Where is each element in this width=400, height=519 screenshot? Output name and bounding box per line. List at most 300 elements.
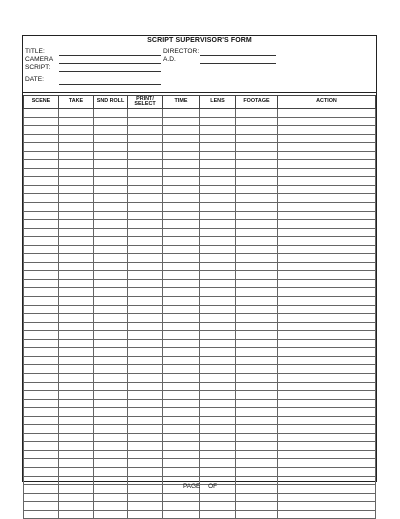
table-cell[interactable]: [200, 211, 236, 220]
table-cell[interactable]: [278, 373, 376, 382]
table-cell[interactable]: [94, 211, 128, 220]
table-cell[interactable]: [236, 502, 278, 511]
table-cell[interactable]: [24, 425, 59, 434]
table-cell[interactable]: [24, 382, 59, 391]
table-cell[interactable]: [236, 271, 278, 280]
table-cell[interactable]: [200, 168, 236, 177]
table-cell[interactable]: [200, 126, 236, 135]
table-cell[interactable]: [236, 450, 278, 459]
table-cell[interactable]: [163, 220, 200, 229]
table-cell[interactable]: [128, 382, 163, 391]
director-field[interactable]: [200, 55, 276, 56]
table-cell[interactable]: [163, 109, 200, 118]
table-cell[interactable]: [236, 245, 278, 254]
table-cell[interactable]: [163, 271, 200, 280]
table-cell[interactable]: [200, 203, 236, 212]
table-cell[interactable]: [128, 399, 163, 408]
table-cell[interactable]: [236, 391, 278, 400]
date-field[interactable]: [59, 84, 161, 85]
table-cell[interactable]: [236, 322, 278, 331]
table-cell[interactable]: [278, 254, 376, 263]
table-cell[interactable]: [236, 211, 278, 220]
table-cell[interactable]: [200, 134, 236, 143]
table-cell[interactable]: [236, 297, 278, 306]
table-cell[interactable]: [163, 408, 200, 417]
table-cell[interactable]: [24, 502, 59, 511]
table-cell[interactable]: [128, 271, 163, 280]
table-cell[interactable]: [128, 493, 163, 502]
table-cell[interactable]: [236, 348, 278, 357]
table-cell[interactable]: [236, 288, 278, 297]
table-cell[interactable]: [163, 151, 200, 160]
table-cell[interactable]: [24, 297, 59, 306]
table-cell[interactable]: [200, 143, 236, 152]
table-cell[interactable]: [236, 194, 278, 203]
table-cell[interactable]: [236, 177, 278, 186]
table-cell[interactable]: [236, 416, 278, 425]
table-cell[interactable]: [94, 467, 128, 476]
table-cell[interactable]: [236, 185, 278, 194]
table-cell[interactable]: [236, 151, 278, 160]
table-cell[interactable]: [128, 348, 163, 357]
table-cell[interactable]: [128, 416, 163, 425]
table-cell[interactable]: [278, 510, 376, 519]
table-cell[interactable]: [163, 245, 200, 254]
table-cell[interactable]: [236, 331, 278, 340]
table-cell[interactable]: [24, 237, 59, 246]
table-cell[interactable]: [24, 314, 59, 323]
table-cell[interactable]: [236, 365, 278, 374]
table-cell[interactable]: [59, 134, 94, 143]
table-cell[interactable]: [163, 211, 200, 220]
table-cell[interactable]: [128, 459, 163, 468]
table-cell[interactable]: [278, 442, 376, 451]
table-cell[interactable]: [278, 109, 376, 118]
table-cell[interactable]: [59, 305, 94, 314]
table-cell[interactable]: [128, 143, 163, 152]
table-cell[interactable]: [128, 467, 163, 476]
table-cell[interactable]: [94, 160, 128, 169]
table-cell[interactable]: [236, 493, 278, 502]
table-cell[interactable]: [59, 237, 94, 246]
table-cell[interactable]: [128, 262, 163, 271]
table-cell[interactable]: [128, 228, 163, 237]
table-cell[interactable]: [278, 348, 376, 357]
table-cell[interactable]: [200, 493, 236, 502]
table-cell[interactable]: [236, 203, 278, 212]
table-cell[interactable]: [94, 365, 128, 374]
table-cell[interactable]: [128, 331, 163, 340]
table-cell[interactable]: [236, 220, 278, 229]
table-cell[interactable]: [200, 502, 236, 511]
table-cell[interactable]: [24, 450, 59, 459]
table-cell[interactable]: [24, 433, 59, 442]
table-cell[interactable]: [128, 220, 163, 229]
table-cell[interactable]: [24, 117, 59, 126]
table-cell[interactable]: [278, 391, 376, 400]
table-cell[interactable]: [278, 339, 376, 348]
table-cell[interactable]: [200, 467, 236, 476]
table-cell[interactable]: [163, 391, 200, 400]
table-cell[interactable]: [59, 391, 94, 400]
table-cell[interactable]: [59, 279, 94, 288]
table-cell[interactable]: [163, 339, 200, 348]
table-cell[interactable]: [94, 262, 128, 271]
table-cell[interactable]: [200, 391, 236, 400]
table-cell[interactable]: [200, 442, 236, 451]
table-cell[interactable]: [59, 408, 94, 417]
table-cell[interactable]: [128, 297, 163, 306]
table-cell[interactable]: [94, 391, 128, 400]
table-cell[interactable]: [24, 408, 59, 417]
table-cell[interactable]: [163, 168, 200, 177]
table-cell[interactable]: [24, 262, 59, 271]
table-cell[interactable]: [200, 254, 236, 263]
table-cell[interactable]: [278, 211, 376, 220]
table-cell[interactable]: [163, 399, 200, 408]
table-cell[interactable]: [94, 126, 128, 135]
table-cell[interactable]: [200, 177, 236, 186]
table-cell[interactable]: [94, 288, 128, 297]
table-cell[interactable]: [278, 134, 376, 143]
table-cell[interactable]: [94, 245, 128, 254]
table-cell[interactable]: [59, 126, 94, 135]
table-cell[interactable]: [200, 185, 236, 194]
table-cell[interactable]: [128, 450, 163, 459]
table-cell[interactable]: [278, 493, 376, 502]
table-cell[interactable]: [200, 399, 236, 408]
table-cell[interactable]: [278, 408, 376, 417]
table-cell[interactable]: [163, 254, 200, 263]
table-cell[interactable]: [94, 203, 128, 212]
table-cell[interactable]: [278, 203, 376, 212]
table-cell[interactable]: [59, 220, 94, 229]
table-cell[interactable]: [200, 151, 236, 160]
table-cell[interactable]: [278, 314, 376, 323]
table-cell[interactable]: [163, 305, 200, 314]
table-cell[interactable]: [59, 288, 94, 297]
table-cell[interactable]: [128, 356, 163, 365]
table-cell[interactable]: [278, 177, 376, 186]
table-cell[interactable]: [236, 356, 278, 365]
table-cell[interactable]: [278, 117, 376, 126]
table-cell[interactable]: [24, 467, 59, 476]
table-cell[interactable]: [200, 408, 236, 417]
table-cell[interactable]: [59, 373, 94, 382]
table-cell[interactable]: [200, 373, 236, 382]
table-cell[interactable]: [128, 408, 163, 417]
table-cell[interactable]: [200, 314, 236, 323]
table-cell[interactable]: [236, 382, 278, 391]
table-cell[interactable]: [24, 160, 59, 169]
table-cell[interactable]: [278, 416, 376, 425]
table-cell[interactable]: [94, 450, 128, 459]
table-cell[interactable]: [163, 279, 200, 288]
table-cell[interactable]: [59, 399, 94, 408]
table-cell[interactable]: [278, 237, 376, 246]
table-cell[interactable]: [24, 416, 59, 425]
table-cell[interactable]: [59, 331, 94, 340]
table-cell[interactable]: [94, 459, 128, 468]
table-cell[interactable]: [94, 185, 128, 194]
table-cell[interactable]: [163, 185, 200, 194]
table-cell[interactable]: [163, 442, 200, 451]
table-cell[interactable]: [24, 109, 59, 118]
script-field[interactable]: [59, 71, 161, 72]
table-cell[interactable]: [200, 348, 236, 357]
table-cell[interactable]: [163, 493, 200, 502]
table-cell[interactable]: [59, 442, 94, 451]
table-cell[interactable]: [24, 143, 59, 152]
table-cell[interactable]: [236, 168, 278, 177]
table-cell[interactable]: [128, 442, 163, 451]
table-cell[interactable]: [59, 109, 94, 118]
table-cell[interactable]: [278, 297, 376, 306]
table-cell[interactable]: [94, 433, 128, 442]
table-cell[interactable]: [94, 348, 128, 357]
table-cell[interactable]: [128, 151, 163, 160]
table-cell[interactable]: [59, 271, 94, 280]
table-cell[interactable]: [278, 143, 376, 152]
table-cell[interactable]: [236, 433, 278, 442]
table-cell[interactable]: [163, 297, 200, 306]
table-cell[interactable]: [128, 502, 163, 511]
table-cell[interactable]: [94, 425, 128, 434]
table-cell[interactable]: [236, 126, 278, 135]
table-cell[interactable]: [128, 126, 163, 135]
table-cell[interactable]: [200, 450, 236, 459]
table-cell[interactable]: [59, 254, 94, 263]
table-cell[interactable]: [24, 510, 59, 519]
table-cell[interactable]: [163, 194, 200, 203]
table-cell[interactable]: [128, 322, 163, 331]
table-cell[interactable]: [128, 177, 163, 186]
table-cell[interactable]: [59, 228, 94, 237]
table-cell[interactable]: [236, 109, 278, 118]
table-cell[interactable]: [24, 134, 59, 143]
table-cell[interactable]: [59, 459, 94, 468]
table-cell[interactable]: [236, 305, 278, 314]
table-cell[interactable]: [24, 348, 59, 357]
table-cell[interactable]: [128, 185, 163, 194]
table-cell[interactable]: [200, 322, 236, 331]
table-cell[interactable]: [278, 502, 376, 511]
table-cell[interactable]: [59, 194, 94, 203]
table-cell[interactable]: [24, 185, 59, 194]
table-cell[interactable]: [163, 143, 200, 152]
table-cell[interactable]: [200, 382, 236, 391]
table-cell[interactable]: [94, 297, 128, 306]
table-cell[interactable]: [163, 322, 200, 331]
table-cell[interactable]: [94, 151, 128, 160]
table-cell[interactable]: [94, 493, 128, 502]
table-cell[interactable]: [278, 126, 376, 135]
table-cell[interactable]: [94, 502, 128, 511]
table-cell[interactable]: [59, 151, 94, 160]
table-cell[interactable]: [59, 425, 94, 434]
table-cell[interactable]: [59, 502, 94, 511]
table-cell[interactable]: [94, 408, 128, 417]
table-cell[interactable]: [278, 331, 376, 340]
table-cell[interactable]: [200, 339, 236, 348]
table-cell[interactable]: [278, 151, 376, 160]
table-cell[interactable]: [59, 203, 94, 212]
table-cell[interactable]: [24, 177, 59, 186]
table-cell[interactable]: [59, 510, 94, 519]
table-cell[interactable]: [200, 365, 236, 374]
table-cell[interactable]: [278, 168, 376, 177]
table-cell[interactable]: [94, 134, 128, 143]
table-cell[interactable]: [24, 271, 59, 280]
table-cell[interactable]: [94, 143, 128, 152]
table-cell[interactable]: [24, 288, 59, 297]
table-cell[interactable]: [128, 203, 163, 212]
table-cell[interactable]: [24, 365, 59, 374]
table-cell[interactable]: [200, 433, 236, 442]
table-cell[interactable]: [24, 322, 59, 331]
table-cell[interactable]: [236, 467, 278, 476]
table-cell[interactable]: [94, 109, 128, 118]
table-cell[interactable]: [278, 185, 376, 194]
table-cell[interactable]: [24, 442, 59, 451]
table-cell[interactable]: [24, 459, 59, 468]
table-cell[interactable]: [278, 271, 376, 280]
table-cell[interactable]: [94, 373, 128, 382]
table-cell[interactable]: [59, 160, 94, 169]
table-cell[interactable]: [278, 160, 376, 169]
table-cell[interactable]: [236, 425, 278, 434]
table-cell[interactable]: [200, 297, 236, 306]
table-cell[interactable]: [200, 262, 236, 271]
table-cell[interactable]: [128, 117, 163, 126]
table-cell[interactable]: [59, 365, 94, 374]
table-cell[interactable]: [278, 425, 376, 434]
table-cell[interactable]: [59, 117, 94, 126]
table-cell[interactable]: [94, 510, 128, 519]
table-cell[interactable]: [163, 126, 200, 135]
table-cell[interactable]: [94, 339, 128, 348]
table-cell[interactable]: [278, 322, 376, 331]
table-cell[interactable]: [163, 160, 200, 169]
table-cell[interactable]: [278, 382, 376, 391]
table-cell[interactable]: [24, 194, 59, 203]
table-cell[interactable]: [94, 322, 128, 331]
table-cell[interactable]: [128, 373, 163, 382]
table-cell[interactable]: [128, 109, 163, 118]
table-cell[interactable]: [94, 399, 128, 408]
table-cell[interactable]: [24, 279, 59, 288]
table-cell[interactable]: [236, 408, 278, 417]
table-cell[interactable]: [163, 433, 200, 442]
table-cell[interactable]: [24, 391, 59, 400]
table-cell[interactable]: [24, 203, 59, 212]
table-cell[interactable]: [128, 425, 163, 434]
table-cell[interactable]: [163, 425, 200, 434]
table-cell[interactable]: [128, 510, 163, 519]
table-cell[interactable]: [200, 331, 236, 340]
table-cell[interactable]: [94, 382, 128, 391]
table-cell[interactable]: [163, 502, 200, 511]
table-cell[interactable]: [278, 305, 376, 314]
table-cell[interactable]: [163, 134, 200, 143]
table-cell[interactable]: [278, 245, 376, 254]
table-cell[interactable]: [163, 356, 200, 365]
table-cell[interactable]: [24, 254, 59, 263]
table-cell[interactable]: [24, 356, 59, 365]
table-cell[interactable]: [236, 339, 278, 348]
table-cell[interactable]: [24, 373, 59, 382]
table-cell[interactable]: [24, 211, 59, 220]
table-cell[interactable]: [128, 288, 163, 297]
table-cell[interactable]: [128, 365, 163, 374]
table-cell[interactable]: [163, 331, 200, 340]
table-cell[interactable]: [128, 168, 163, 177]
table-cell[interactable]: [163, 365, 200, 374]
table-cell[interactable]: [59, 467, 94, 476]
table-cell[interactable]: [59, 348, 94, 357]
table-cell[interactable]: [59, 322, 94, 331]
table-cell[interactable]: [128, 134, 163, 143]
table-cell[interactable]: [163, 467, 200, 476]
table-cell[interactable]: [128, 433, 163, 442]
table-cell[interactable]: [128, 194, 163, 203]
table-cell[interactable]: [24, 399, 59, 408]
table-cell[interactable]: [59, 339, 94, 348]
table-cell[interactable]: [236, 279, 278, 288]
table-cell[interactable]: [163, 373, 200, 382]
table-cell[interactable]: [59, 168, 94, 177]
table-cell[interactable]: [94, 305, 128, 314]
table-cell[interactable]: [163, 288, 200, 297]
table-cell[interactable]: [278, 220, 376, 229]
table-cell[interactable]: [94, 177, 128, 186]
table-cell[interactable]: [236, 442, 278, 451]
table-cell[interactable]: [24, 493, 59, 502]
table-cell[interactable]: [94, 356, 128, 365]
table-cell[interactable]: [128, 254, 163, 263]
table-cell[interactable]: [128, 160, 163, 169]
table-cell[interactable]: [94, 279, 128, 288]
table-cell[interactable]: [236, 459, 278, 468]
table-cell[interactable]: [278, 450, 376, 459]
table-cell[interactable]: [236, 314, 278, 323]
table-cell[interactable]: [200, 245, 236, 254]
table-cell[interactable]: [128, 305, 163, 314]
ad-field[interactable]: [200, 63, 276, 64]
table-cell[interactable]: [59, 450, 94, 459]
table-cell[interactable]: [59, 433, 94, 442]
table-cell[interactable]: [94, 331, 128, 340]
table-cell[interactable]: [59, 314, 94, 323]
table-cell[interactable]: [236, 143, 278, 152]
table-cell[interactable]: [200, 416, 236, 425]
table-cell[interactable]: [94, 416, 128, 425]
table-cell[interactable]: [163, 450, 200, 459]
table-cell[interactable]: [236, 399, 278, 408]
table-cell[interactable]: [236, 373, 278, 382]
table-cell[interactable]: [163, 177, 200, 186]
table-cell[interactable]: [24, 126, 59, 135]
table-cell[interactable]: [200, 237, 236, 246]
table-cell[interactable]: [200, 425, 236, 434]
table-cell[interactable]: [278, 467, 376, 476]
table-cell[interactable]: [200, 228, 236, 237]
table-cell[interactable]: [59, 297, 94, 306]
table-cell[interactable]: [59, 262, 94, 271]
table-cell[interactable]: [94, 442, 128, 451]
table-cell[interactable]: [163, 314, 200, 323]
table-cell[interactable]: [163, 348, 200, 357]
